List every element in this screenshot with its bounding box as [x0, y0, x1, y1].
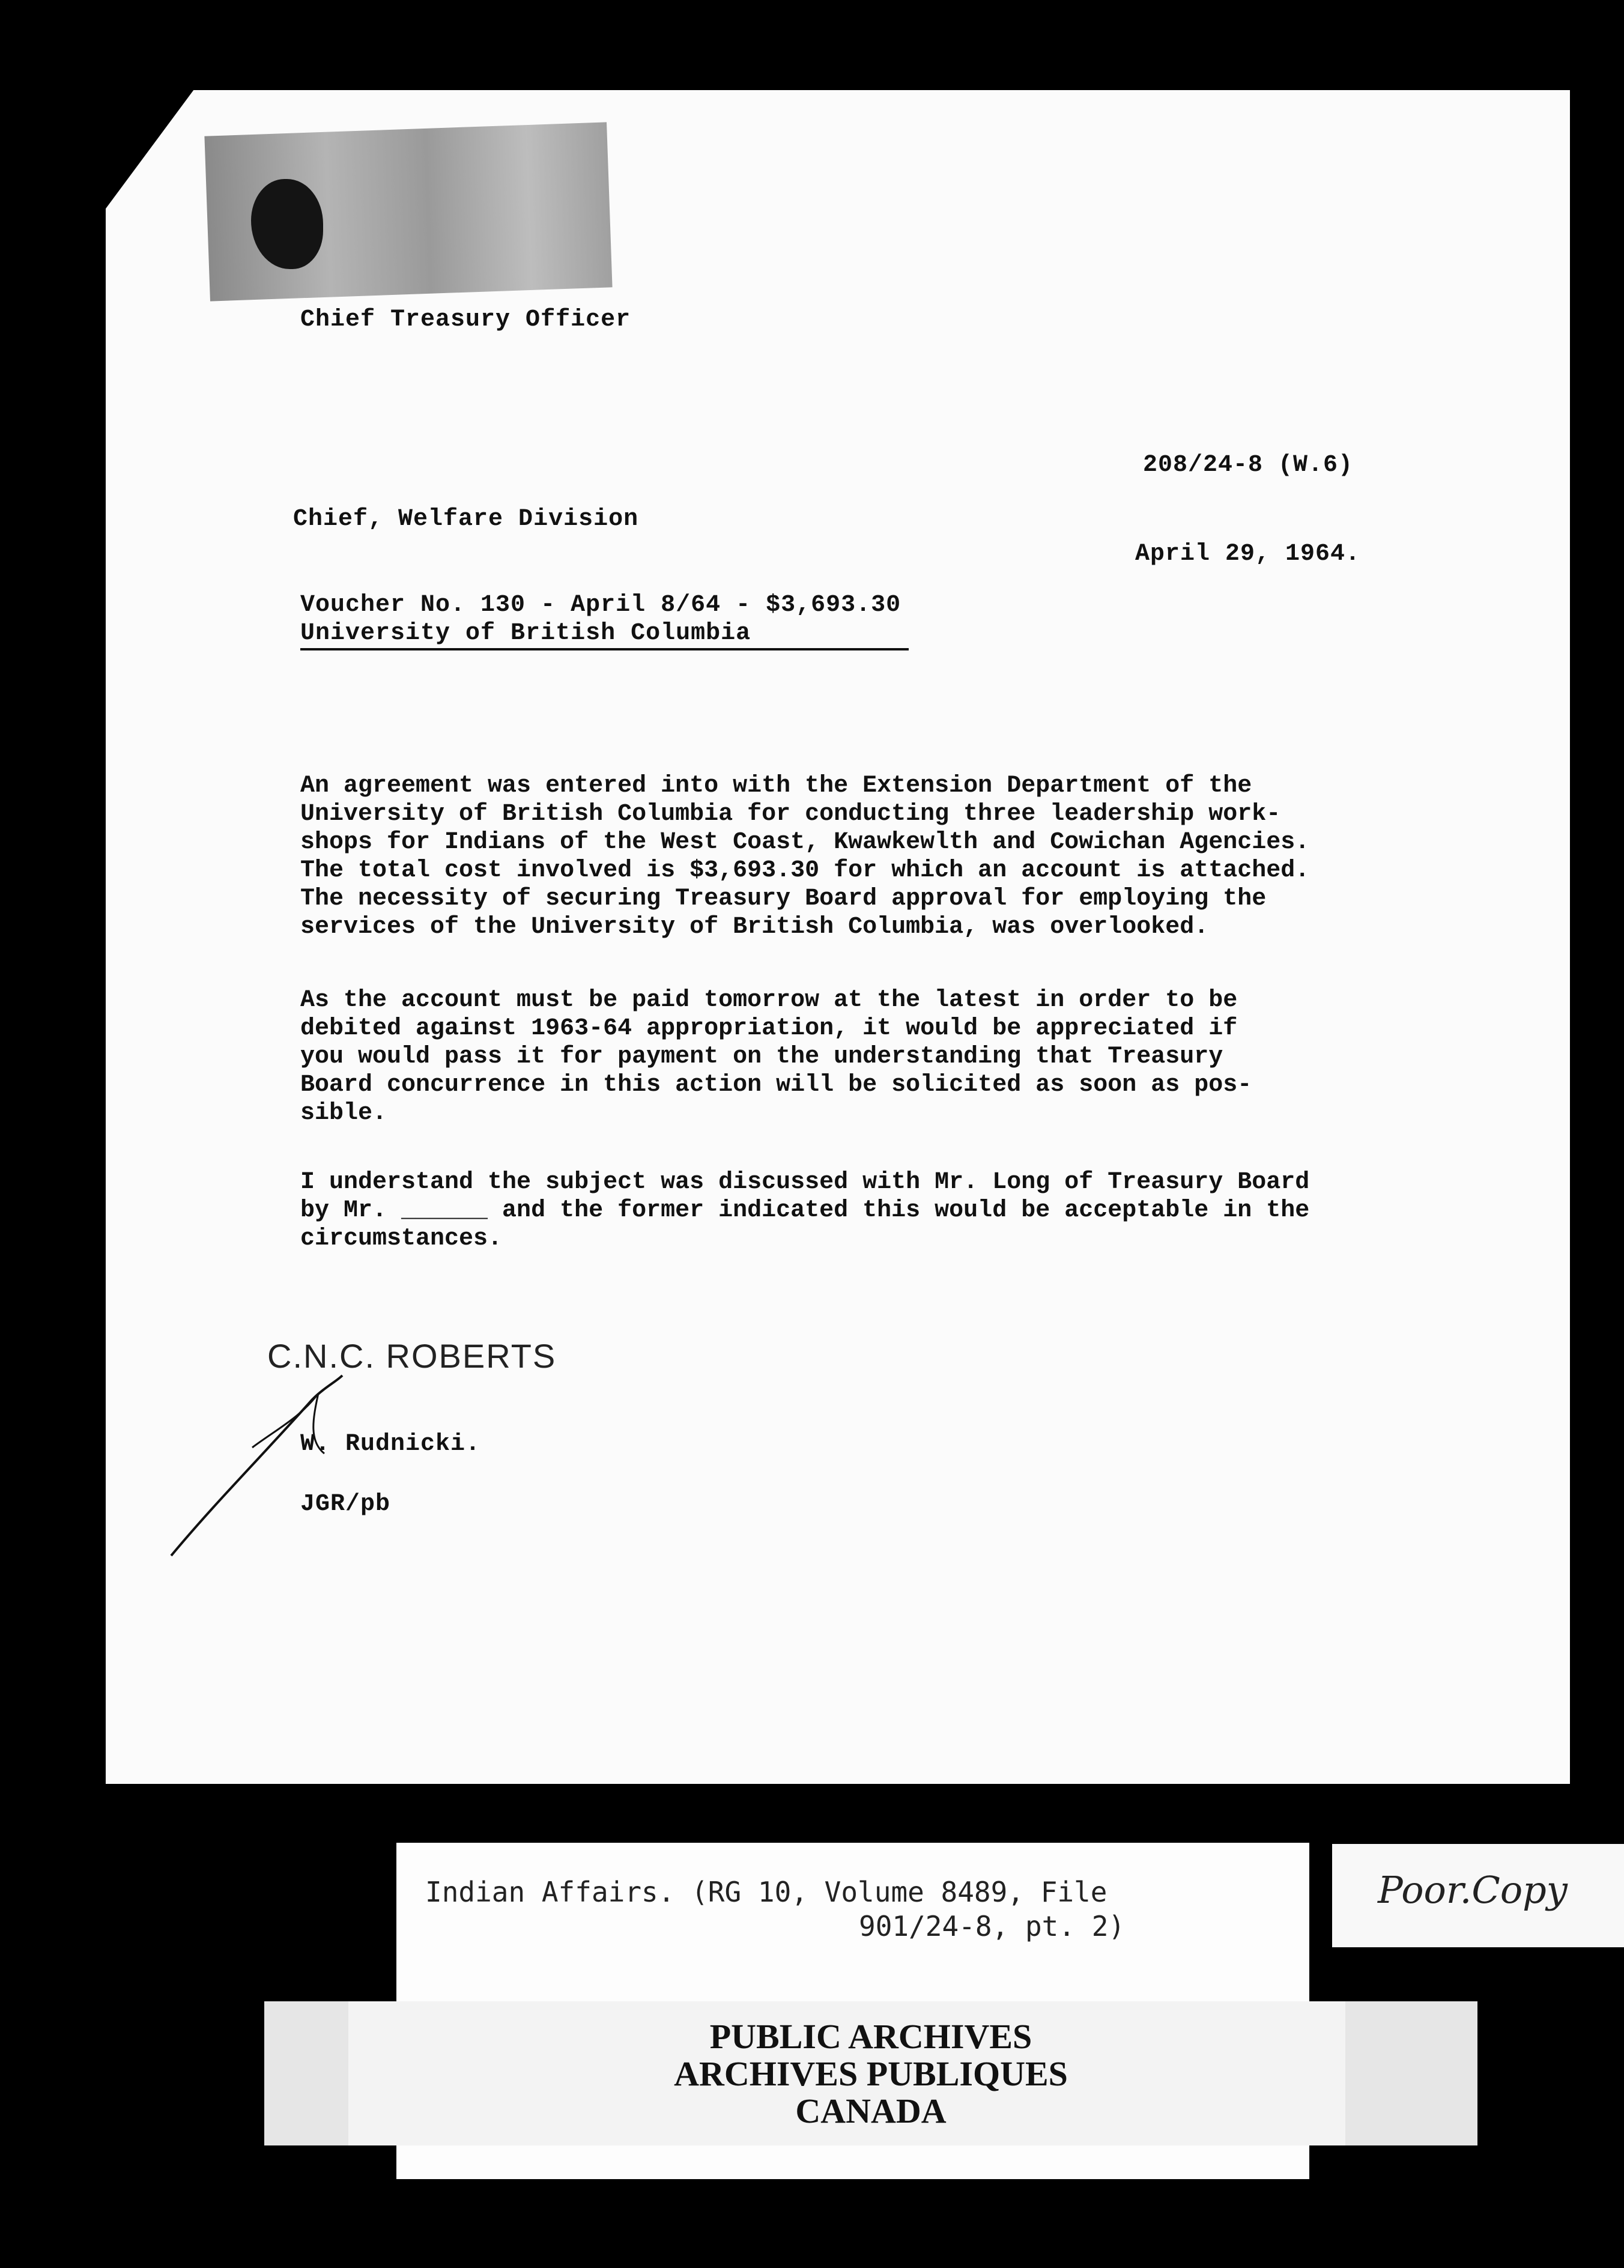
public-archives-banner — [264, 2001, 1477, 2145]
memo-subject-university: University of British Columbia — [300, 620, 909, 650]
stamped-name: C.N.C. ROBERTS — [267, 1337, 557, 1375]
handwritten-signature — [162, 1363, 414, 1568]
archive-reference-line2: 901/24-8, pt. 2) — [859, 1910, 1126, 1942]
memo-paragraph-1: An agreement was entered into with the Extension Department of the University of British Columbia for conducting three leadership work- shops for Indians of the West Coast, Kwawkewlth and Cowichan Agencies. The total cost involved is $3,693.30 for which an account is attached. The necessity of securing Treasury Board approval for employing the services of the University of British Columbia, was overlooked. — [300, 772, 1310, 941]
memo-initials: JGR/pb — [300, 1491, 391, 1518]
memo-file-number: 208/24-8 (W.6) — [1143, 452, 1354, 479]
memo-date: April 29, 1964. — [1135, 541, 1361, 568]
archives-publiques-title: ARCHIVES PUBLIQUES — [674, 2054, 1068, 2093]
memo-recipient: Chief Treasury Officer — [300, 306, 631, 333]
memo-subject-voucher: Voucher No. 130 - April 8/64 - $3,693.30 — [300, 592, 901, 619]
memo-paragraph-3: I understand the subject was discussed with Mr. Long of Treasury Board by Mr. ______ and the former indicated this would be acceptable in the circumstances. — [300, 1169, 1310, 1252]
canada-title: CANADA — [795, 2091, 947, 2130]
memo-paragraph-2: As the account must be paid tomorrow at the latest in order to be debited against 1963-64 appropriation, it would be appreciated if you would pass it for payment on the understanding that Treasury Board concurrence in this action will be solicited as soon as pos- sible. — [300, 987, 1252, 1127]
poor-copy-note-card — [1332, 1844, 1624, 1947]
poor-copy-note: Poor.Copy — [1378, 1868, 1568, 1912]
memo-sender: Chief, Welfare Division — [293, 506, 639, 533]
archive-reference-line1: Indian Affairs. (RG 10, Volume 8489, File — [425, 1876, 1107, 1908]
memo-signatory: W. Rudnicki. — [300, 1431, 481, 1458]
public-archives-title: PUBLIC ARCHIVES — [709, 2017, 1032, 2056]
